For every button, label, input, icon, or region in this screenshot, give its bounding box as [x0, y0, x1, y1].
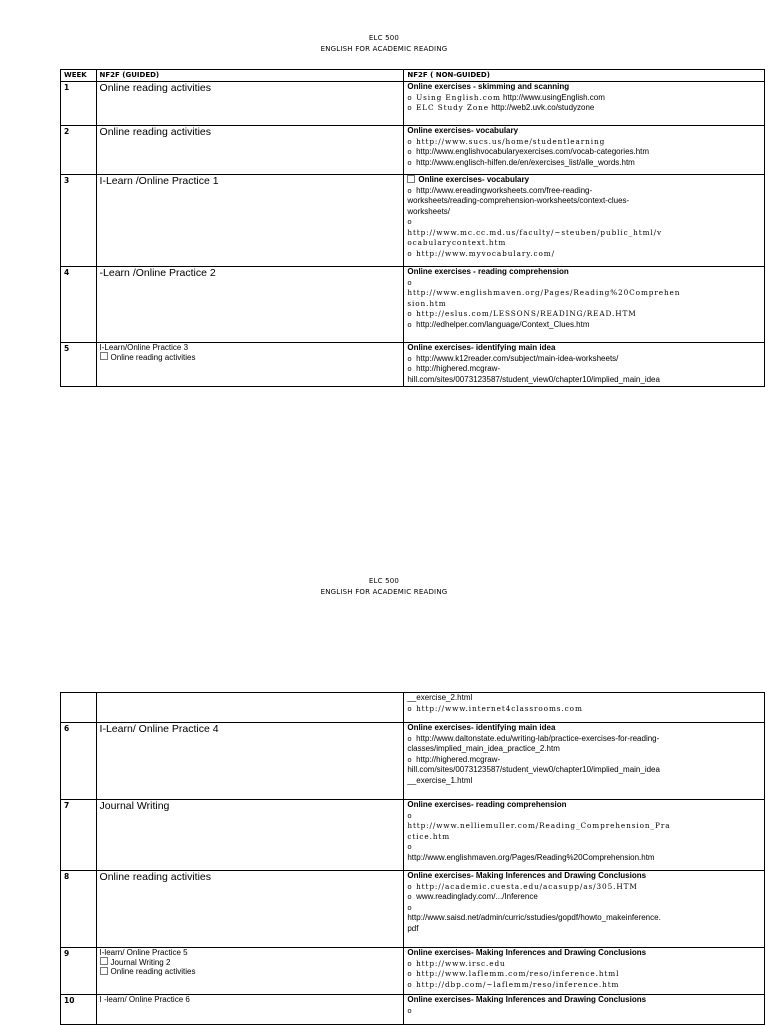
course-code: ELC 500: [368, 34, 400, 42]
resource-line: [407, 882, 761, 893]
resource-link[interactable]: http://www.saisd.net/admin/curric/sstudies/gopdf/howto_makeinference.: [407, 913, 661, 922]
schedule-table-2: [60, 692, 765, 1025]
bullet-icon: o: [407, 249, 417, 258]
resource-link[interactable]: http://www.laflemm.com/reso/inference.html: [416, 969, 620, 978]
resource-link[interactable]: worksheets/reading-comprehension-worksheets/context-clues-: [407, 196, 630, 205]
bullet-icon: o: [407, 310, 417, 318]
guided-activity: [100, 175, 401, 188]
table-row: [61, 723, 765, 800]
schedule-table-1: [60, 69, 765, 387]
page-header-1: [0, 33, 768, 55]
bullet-icon: o: [407, 959, 417, 968]
resource-link[interactable]: http://www.myvocabulary.com/: [416, 248, 555, 258]
bullet-icon: o: [407, 970, 417, 978]
guided-activity-text: Online reading activities: [99, 871, 212, 883]
bullet-icon: o: [407, 93, 417, 102]
nonguided-cell: [404, 871, 765, 948]
guided-activity: [100, 723, 401, 736]
bullet-icon: o: [407, 893, 417, 901]
table-row: [61, 267, 765, 343]
resource-line: [407, 704, 761, 715]
resource-line: [407, 147, 761, 158]
resource-link[interactable]: http://www.englishmaven.org/Pages/Reading%20Comprehension.htm: [407, 852, 655, 862]
week-cell: [61, 693, 97, 723]
week-cell: 6: [61, 723, 97, 800]
bullet-icon: o: [407, 734, 417, 743]
course-title: ENGLISH FOR ACADEMIC READING: [320, 45, 448, 53]
guided-cell: [96, 723, 404, 800]
resource-line: [407, 734, 761, 745]
resource-link[interactable]: hill.com/sites/0073123587/student_view0/chapter10/implied_main_idea: [407, 765, 660, 774]
nonguided-cell: [404, 175, 765, 267]
guided-activity-text: -Learn /Online Practice 2: [99, 267, 216, 279]
resource-name: Using English.com: [416, 92, 501, 102]
week-cell: 3: [61, 175, 97, 267]
guided-activity-text: Online reading activities: [99, 126, 212, 138]
resource-link[interactable]: http://www.mc.cc.md.us/faculty/~steuben/public_html/v: [407, 227, 663, 237]
bullet-icon: o: [407, 137, 417, 146]
course-code: ELC 500: [368, 577, 400, 585]
table-row: [61, 871, 765, 948]
resource-line: [407, 755, 761, 766]
week-cell: 2: [61, 126, 97, 175]
guided-cell: [96, 267, 404, 343]
guided-activity-text: Online reading activities: [110, 352, 196, 362]
table-row: [61, 82, 765, 126]
exercise-heading: Online exercises- reading comprehension: [407, 800, 567, 809]
resource-link[interactable]: http://www.daltonstate.edu/writing-lab/practice-exercises-for-reading-: [416, 733, 660, 743]
resource-link[interactable]: http://www.sucs.us/home/studentlearning: [416, 136, 606, 146]
nonguided-cell: [404, 126, 765, 175]
week-cell: 9: [61, 948, 97, 995]
guided-activity: [100, 958, 401, 968]
guided-cell: [96, 82, 404, 126]
checkbox-icon: [100, 352, 108, 360]
table-row: [61, 995, 765, 1025]
resource-line: [407, 320, 761, 331]
resource-link[interactable]: http://www.irsc.edu: [416, 958, 506, 968]
resource-link[interactable]: http://edhelper.com/language/Context_Clues.htm: [416, 319, 590, 329]
resource-link[interactable]: http://www.k12reader.com/subject/main-idea-worksheets/: [416, 353, 619, 363]
resource-line: [407, 103, 761, 114]
guided-activity-text: Online reading activities: [99, 82, 212, 94]
resource-link[interactable]: worksheets/: [407, 206, 451, 216]
guided-activity: [100, 343, 401, 353]
resource-line: [407, 158, 761, 169]
resource-link[interactable]: ocabularycontext.htm: [407, 238, 507, 247]
guided-activity-text: I-Learn /Online Practice 1: [99, 175, 219, 187]
nonguided-cell: [404, 723, 765, 800]
table-row: [61, 126, 765, 175]
guided-activity-text: I-Learn/ Online Practice 4: [99, 723, 219, 735]
bullet-icon: o: [407, 278, 412, 287]
resource-line: [407, 309, 761, 320]
resource-link[interactable]: http://web2.uvk.co/studyzone: [488, 103, 595, 112]
resource-link[interactable]: http://www.internet4classrooms.com: [416, 703, 583, 713]
checkbox-icon: [100, 967, 108, 975]
guided-activity-text: Journal Writing: [99, 800, 170, 812]
guided-activity-text: I -learn/ Online Practice 6: [99, 995, 190, 1004]
bullet-icon: o: [407, 354, 417, 363]
exercise-heading: Online exercises - reading comprehension: [407, 267, 569, 276]
resource-line: [407, 364, 761, 375]
resource-link[interactable]: http://www.englishvocabularyexercises.com/vocab-categories.htm: [416, 147, 650, 156]
checkbox-icon: [407, 175, 415, 183]
table-header-row: [61, 70, 765, 82]
bullet-icon: o: [407, 218, 412, 226]
resource-link[interactable]: www.readinglady.com/.../Inference: [416, 892, 538, 901]
bullet-icon: o: [407, 320, 417, 329]
resource-link[interactable]: pdf: [407, 923, 419, 933]
exercise-heading: Online exercises- identifying main idea: [407, 343, 556, 352]
nonguided-cell: [404, 693, 765, 723]
checkbox-icon: [100, 957, 108, 965]
bullet-icon: o: [407, 843, 412, 851]
week-cell: 7: [61, 800, 97, 871]
guided-activity: [100, 353, 401, 363]
guided-activity: [100, 126, 401, 139]
resource-link[interactable]: hill.com/sites/0073123587/student_view0/chapter10/implied_main_idea: [407, 374, 660, 384]
guided-activity-text: I-Learn/Online Practice 3: [99, 343, 189, 352]
bullet-icon: o: [407, 1006, 412, 1015]
resource-line: [407, 354, 761, 365]
guided-cell: [96, 948, 404, 995]
resource-line: [407, 969, 761, 980]
table-row: [61, 948, 765, 995]
week-cell: 10: [61, 995, 97, 1025]
exercise-heading: Online exercises- Making Inferences and Drawing Conclusions: [407, 871, 647, 880]
guided-cell: [96, 126, 404, 175]
nonguided-cell: [404, 343, 765, 387]
guided-activity: [100, 967, 401, 977]
resource-line: [407, 137, 761, 148]
resource-link[interactable]: http://www.nelliemuller.com/Reading_Comprehension_Pra: [407, 821, 671, 830]
resource-link[interactable]: http://www.usingEnglish.com: [500, 92, 605, 102]
resource-line: [407, 93, 761, 104]
resource-link[interactable]: __exercise_1.html: [407, 775, 473, 785]
guided-activity-text: Online reading activities: [110, 967, 196, 976]
guided-cell: [96, 693, 404, 723]
column-header-week: WEEK: [61, 70, 97, 82]
table-row: [61, 693, 765, 723]
column-header-guided: NF2F (GUIDED): [96, 70, 404, 82]
bullet-icon: o: [407, 811, 412, 820]
nonguided-cell: [404, 995, 765, 1025]
resource-link[interactable]: http://www.ereadingworksheets.com/free-reading-: [416, 185, 593, 195]
resource-link[interactable]: http://www.englishmaven.org/Pages/Reading%20Comprehen: [407, 288, 681, 297]
exercise-heading-text: Online exercises- vocabulary: [418, 175, 530, 184]
resource-link[interactable]: http://eslus.com/LESSONS/READING/READ.HTM: [416, 309, 637, 318]
page-header-2: [0, 576, 768, 598]
guided-cell: [96, 871, 404, 948]
nonguided-cell: [404, 82, 765, 126]
resource-name: ELC Study Zone: [416, 103, 489, 112]
guided-activity: [100, 800, 401, 813]
resource-link[interactable]: http://academic.cuesta.edu/acasupp/as/305.HTM: [416, 881, 638, 891]
resource-link[interactable]: sion.htm: [407, 298, 447, 308]
resource-link[interactable]: http://highered.mcgraw-: [416, 364, 501, 373]
bullet-icon: o: [407, 882, 417, 891]
bullet-icon: o: [407, 980, 417, 989]
week-cell: 1: [61, 82, 97, 126]
bullet-icon: o: [407, 755, 417, 764]
guided-activity-text: Journal Writing 2: [110, 957, 171, 967]
exercise-heading: Online exercises- vocabulary: [407, 126, 519, 135]
bullet-icon: o: [407, 704, 417, 713]
guided-cell: [96, 995, 404, 1025]
bullet-icon: o: [407, 903, 412, 912]
resource-line: [407, 980, 761, 991]
guided-cell: [96, 175, 404, 267]
bullet-icon: o: [407, 186, 417, 195]
table-row: [61, 800, 765, 871]
bullet-icon: o: [407, 148, 417, 156]
guided-cell: [96, 343, 404, 387]
course-title: ENGLISH FOR ACADEMIC READING: [320, 588, 448, 596]
resource-line: [407, 249, 761, 260]
resource-link[interactable]: ctice.htm: [407, 831, 451, 841]
exercise-heading: Online exercises - skimming and scanning: [407, 82, 570, 91]
week-cell: 8: [61, 871, 97, 948]
bullet-icon: o: [407, 365, 417, 373]
resource-line: [407, 892, 761, 903]
guided-activity: [100, 871, 401, 884]
table-row: [61, 175, 765, 267]
resource-link[interactable]: __exercise_2.html: [407, 693, 473, 702]
table-row: [61, 343, 765, 387]
exercise-heading: Online exercises- Making Inferences and Drawing Conclusions: [407, 948, 647, 957]
week-cell: 5: [61, 343, 97, 387]
nonguided-cell: [404, 267, 765, 343]
guided-activity: [100, 82, 401, 95]
guided-activity: [100, 948, 401, 958]
resource-link[interactable]: classes/implied_main_idea_practice_2.htm: [407, 744, 560, 753]
exercise-heading: Online exercises- Making Inferences and Drawing Conclusions: [407, 995, 647, 1004]
guided-cell: [96, 800, 404, 871]
guided-activity: [100, 267, 401, 280]
column-header-nonguided: NF2F ( NON-GUIDED): [404, 70, 765, 82]
resource-link[interactable]: http://www.englisch-hilfen.de/en/exercises_list/alle_words.htm: [416, 157, 635, 167]
bullet-icon: o: [407, 104, 417, 112]
guided-activity-text: I-learn/ Online Practice 5: [99, 948, 188, 957]
exercise-heading: Online exercises- identifying main idea: [407, 723, 556, 732]
guided-activity: [100, 995, 401, 1005]
bullet-icon: o: [407, 158, 417, 167]
resource-link[interactable]: http://highered.mcgraw-: [416, 754, 501, 764]
resource-line: [407, 186, 761, 197]
exercise-heading: [407, 175, 761, 186]
nonguided-cell: [404, 948, 765, 995]
resource-line: [407, 959, 761, 970]
week-cell: 4: [61, 267, 97, 343]
resource-link[interactable]: http://dbp.com/~laflemm/reso/inference.htm: [416, 979, 620, 989]
nonguided-cell: [404, 800, 765, 871]
